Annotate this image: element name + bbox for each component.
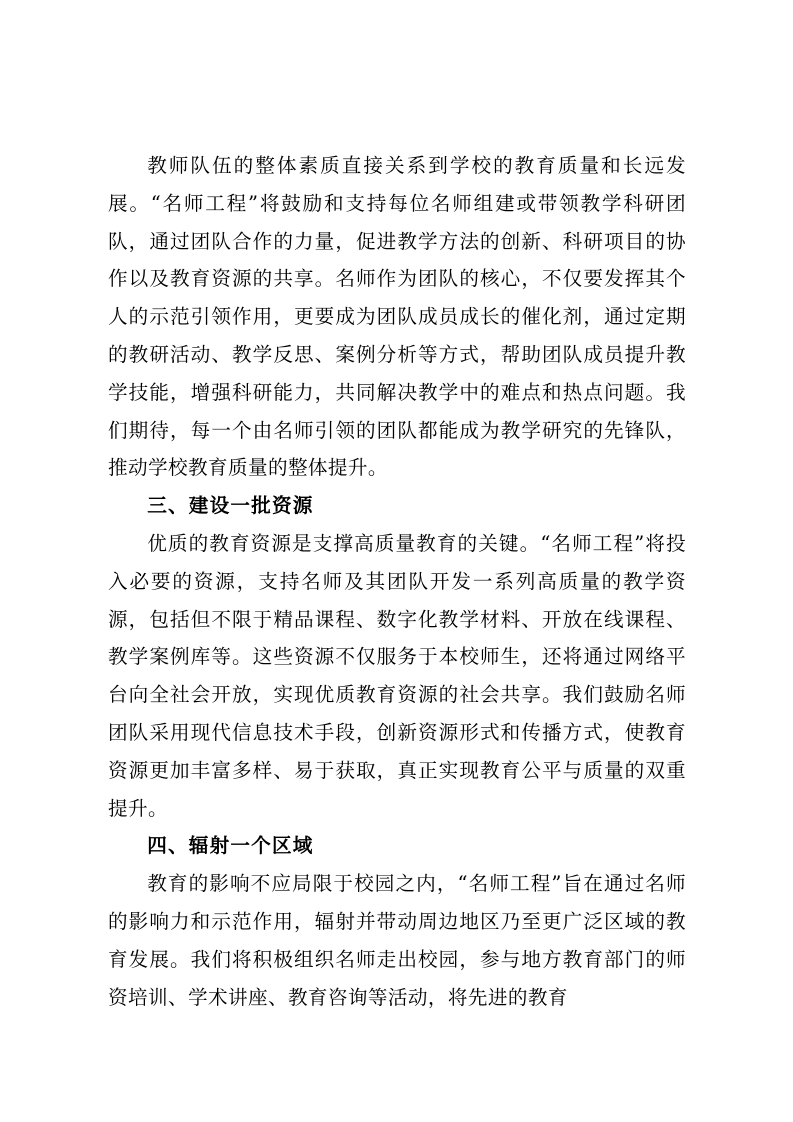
body-paragraph-resources: 优质的教育资源是支撑高质量教育的关键。“名师工程”将投入必要的资源，支持名师及其团队开发一系列高质量的教学资源，包括但不限于精品课程、数字化教学材料、开放在线课程、教学案例库等。这些资源不仅服务于本校师生，还将通过网络平台向全社会开放，实现优质教育资源的社会共享。我们鼓励名师团队采用现代信息技术手段，创新资源形式和传播方式，使教育资源更加丰富多样、易于获取，真正实现教育公平与质量的双重提升。 <box>108 531 686 820</box>
body-paragraph-region: 教育的影响不应局限于校园之内，“名师工程”旨在通过名师的影响力和示范作用，辐射并带动周边地区乃至更广泛区域的教育发展。我们将积极组织名师走出校园，参与地方教育部门的师资培训、学术讲座、教育咨询等活动，将先进的教育 <box>108 872 686 1009</box>
body-paragraph-team: 教师队伍的整体素质直接关系到学校的教育质量和长远发展。“名师工程”将鼓励和支持每位名师组建或带领教学科研团队，通过团队合作的力量，促进教学方法的创新、科研项目的协作以及教育资源的共享。名师作为团队的核心，不仅要发挥其个人的示范引领作用，更要成为团队成员成长的催化剂，通过定期的教研活动、教学反思、案例分析等方式，帮助团队成员提升教学技能，增强科研能力，共同解决教学中的难点和热点问题。我们期待，每一个由名师引领的团队都能成为教学研究的先锋队，推动学校教育质量的整体提升。 <box>108 154 686 480</box>
section-heading-resources: 三、建设一批资源 <box>147 494 314 518</box>
document-page <box>108 147 686 1016</box>
section-heading-region: 四、辐射一个区域 <box>147 834 314 858</box>
